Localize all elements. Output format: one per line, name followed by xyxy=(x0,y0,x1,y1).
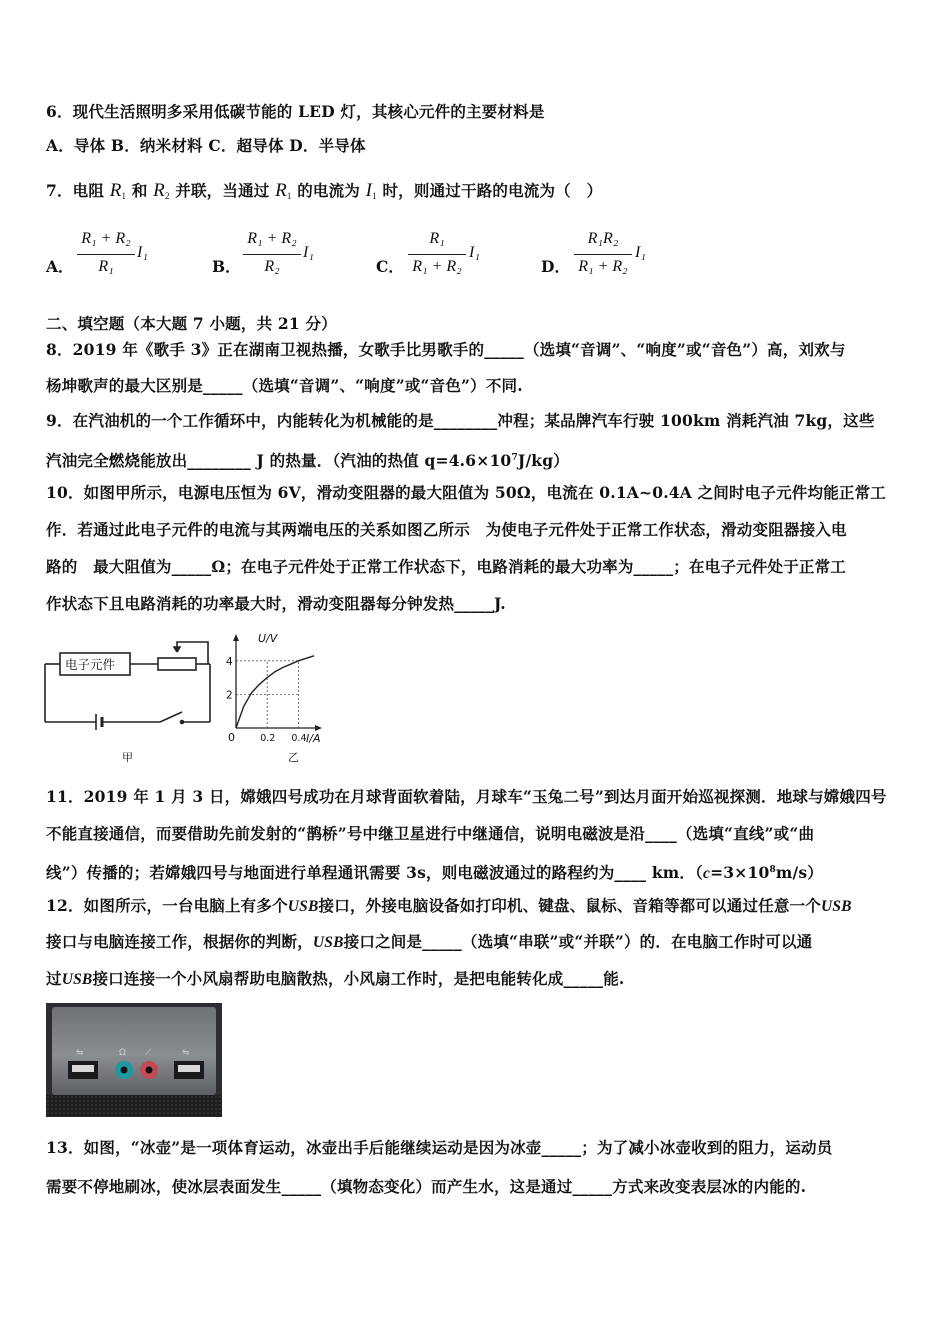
q13-line-2: 需要不停地刷冰，使冰层表面发生_____（填物态变化）而产生水，这是通过_____方式来改变表层冰的内能的. xyxy=(46,1177,807,1196)
x-tick-0-2: 0.2 xyxy=(260,733,276,744)
fraction-factor: I₁ xyxy=(303,244,314,261)
rheostat-resistor xyxy=(158,658,196,670)
q11-line-2: 不能直接通信，而要借助先前发射的“鹊桥”号中继卫星进行中继通信，说明电磁波是沿____（选填“直线”或“曲 xyxy=(46,824,815,843)
vent-mesh xyxy=(46,1095,222,1117)
q9-line-1: 9．在汽油机的一个工作循环中，内能转化为机械能的是________冲程；某品牌汽车行驶 100km 消耗汽油 7kg，这些 xyxy=(46,411,875,430)
q10-line-4: 作状态下且电路消耗的功率最大时，滑动变阻器每分钟发热_____J. xyxy=(46,594,506,613)
circuit-diagram xyxy=(45,642,210,730)
q7-option-a-fraction xyxy=(75,228,155,283)
q7-option-d-fraction xyxy=(572,228,662,283)
q7-option-b-fraction xyxy=(241,228,321,283)
fraction-factor: I₁ xyxy=(635,244,646,261)
fraction-denominator: R₁ + R₂ xyxy=(412,258,462,275)
q6-stem: 6．现代生活照明多采用低碳节能的 LED 灯，其核心元件的主要材料是 xyxy=(46,102,545,121)
q12-line-1: 12．如图所示，一台电脑上有多个USB接口，外接电脑设备如打印机、键盘、鼠标、音箱等都可以通过任意一个USB xyxy=(46,896,852,915)
x-axis-label: I/A xyxy=(306,732,321,745)
fraction-numerator: R₁ + R₂ xyxy=(81,230,131,247)
caption-left: 甲 xyxy=(122,751,133,764)
q7-option-c-letter: C． xyxy=(376,257,404,276)
q10-figure xyxy=(40,632,350,768)
q11-line-1: 11．2019 年 1 月 3 日，嫦娥四号成功在月球背面软着陆，月球车“玉兔二号”到达月面开始巡视探测．地球与嫦娥四号 xyxy=(46,787,887,806)
caption-right: 乙 xyxy=(288,751,299,764)
q8-line-2: 杨坤歌声的最大区别是_____（选填“音调”、“响度”或“音色”）不同. xyxy=(46,376,523,395)
q9-line-2: 汽油完全燃烧能放出________ J 的热量．（汽油的热值 $q=4.6\times 10^7J/kg$） xyxy=(46,451,569,470)
y-tick-4: 4 xyxy=(226,655,233,668)
svg-text:Ω: Ω xyxy=(119,1048,126,1058)
ui-graph xyxy=(226,632,322,764)
switch xyxy=(160,712,182,722)
fraction-bar xyxy=(408,254,466,255)
svg-text:⇋: ⇋ xyxy=(182,1048,190,1058)
usb-panel-photo xyxy=(46,1003,222,1117)
q7-option-d-letter: D． xyxy=(541,257,570,276)
fraction-denominator: R₁ + R₂ xyxy=(578,258,628,275)
fraction-numerator: R₁ + R₂ xyxy=(247,230,297,247)
q7-stem: 7．电阻 $R_1$ 和 $R_2$ 并联，当通过 $R_1$ 的电流为 $I_1$ 时，则通过干路的电流为（ ） xyxy=(46,180,603,201)
q11-line-3: 线”）传播的；若嫦娥四号与地面进行单程通讯需要 3s，则电磁波通过的路程约为____ km．$(c=3\times 10^8m/s)$ xyxy=(46,863,824,882)
q8-line-1: 8．2019 年《歌手 3》正在湖南卫视热播，女歌手比男歌手的_____（选填“音调”、“响度”或“音色”）高，刘欢与 xyxy=(46,340,846,359)
component-label: 电子元件 xyxy=(65,657,116,672)
fraction-denominator: R₁ xyxy=(98,258,114,275)
svg-text:⇋: ⇋ xyxy=(76,1048,84,1058)
q12-line-3: 过USB接口连接一个小风扇帮助电脑散热，小风扇工作时，是把电能转化成_____能. xyxy=(46,969,625,988)
q10-line-3: 路的 最大阻值为_____Ω；在电子元件处于正常工作状态下，电路消耗的最大功率为_____；在电子元件处于正常工 xyxy=(46,557,847,576)
fraction-factor: I₁ xyxy=(137,244,148,261)
q13-line-1: 13．如图，“冰壶”是一项体育运动，冰壶出手后能继续运动是因为冰壶_____；为了减小冰壶收到的阻力，运动员 xyxy=(46,1138,833,1157)
fraction-denominator: R₂ xyxy=(264,258,280,275)
origin-label: 0 xyxy=(228,731,235,744)
q12-line-2: 接口与电脑连接工作，根据你的判断，USB接口之间是_____（选填“串联”或“并联”）的．在电脑工作时可以通 xyxy=(46,932,813,951)
q7-option-b-letter: B． xyxy=(212,257,241,276)
y-axis-label: U/V xyxy=(258,632,278,645)
y-tick-2: 2 xyxy=(226,689,233,702)
q7-option-a-letter: A． xyxy=(46,257,74,276)
q6-options: A．导体 B．纳米材料 C．超导体 D．半导体 xyxy=(46,136,366,155)
fraction-bar xyxy=(574,254,632,255)
rheostat-slider-wire xyxy=(177,642,208,664)
q7-option-c-fraction xyxy=(406,228,496,283)
ui-curve xyxy=(236,656,314,728)
svg-text:⟋: ⟋ xyxy=(145,1048,152,1058)
fraction-bar xyxy=(77,254,135,255)
x-tick-0-4: 0.4 xyxy=(291,733,307,744)
fraction-bar xyxy=(243,254,301,255)
fraction-numerator: R₁R₂ xyxy=(587,230,619,247)
fraction-factor: I₁ xyxy=(469,244,480,261)
fraction-numerator: R₁ xyxy=(429,230,445,247)
q10-line-2: 作．若通过此电子元件的电流与其两端电压的关系如图乙所示 为使电子元件处于正常工作状态，滑动变阻器接入电 xyxy=(46,520,847,539)
q10-line-1: 10．如图甲所示，电源电压恒为 6V，滑动变阻器的最大阻值为 50Ω，电流在 0.1A~0.4A 之间时电子元件均能正常工 xyxy=(46,483,887,502)
section-heading: 二、填空题（本大题 7 小题，共 21 分） xyxy=(46,314,337,333)
